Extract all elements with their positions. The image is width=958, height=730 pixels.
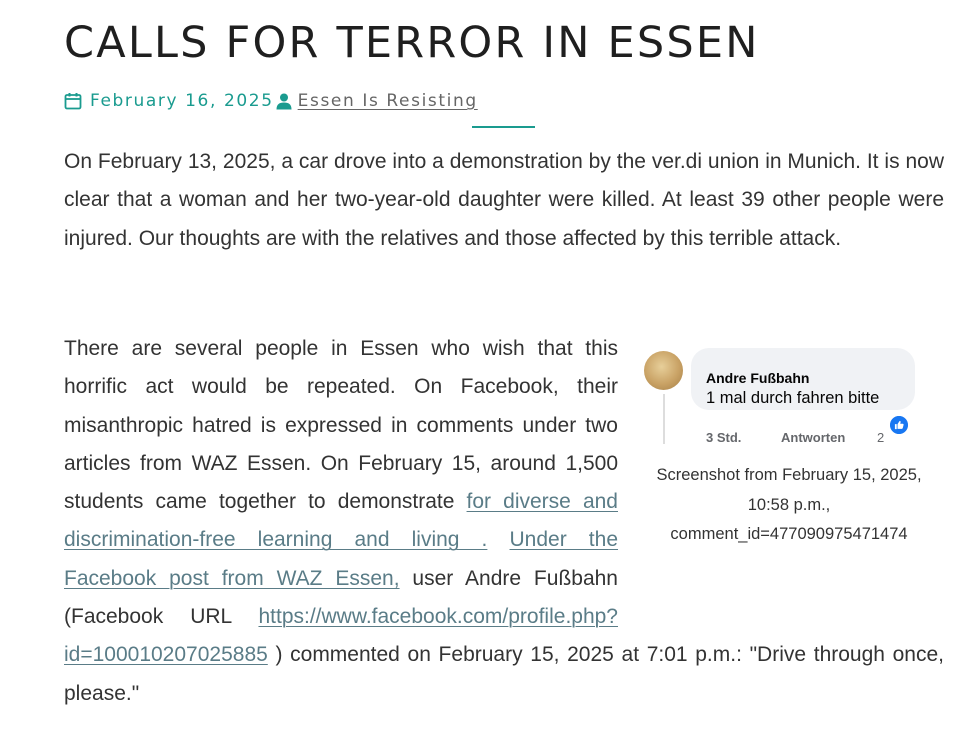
post-date: February 16, 2025 [90,91,274,111]
facebook-profile-link[interactable]: https://www.facebook.com/profile.php?id=100010207025885 [64,605,618,667]
paragraph-2-text-start: There are several people in Essen who wish that this horrific act would be repeated. On Facebook, their misanthropic hatred is expressed in comments under two articles from WAZ Essen. On February 15, around 1,500 students came together to demonstrate [64,337,618,514]
thumbs-up-icon [888,414,910,436]
screenshot-figure [634,330,944,635]
paragraph-2 [64,330,944,713]
paragraph-2-text-mid: user Andre Fußbahn (Facebook URL [64,566,618,629]
article-meta [64,90,944,112]
comment-text: 1 mal durch fahren bitte [706,389,880,407]
author-link[interactable]: Essen Is Resisting [297,91,478,111]
demonstration-link[interactable]: for diverse and discrimination-free learning and living . [64,490,618,552]
article-title: CALLS FOR TERROR IN ESSEN [64,18,760,68]
commenter-name: Andre Fußbahn [706,370,810,386]
user-icon [276,93,292,110]
facebook-comment-screenshot [634,330,944,455]
like-count: 2 [877,430,885,445]
waz-facebook-post-link[interactable]: Under the Facebook post from WAZ Essen, [64,528,619,590]
paragraph-2-space [487,528,509,551]
paragraph-1: On February 13, 2025, a car drove into a demonstration by the ver.di union in Munich. It is now clear that a woman and her two-year-old daughter were killed. At least 39 other people were injured. Our thoughts are with the relatives and those affected by this terrible attack. [64,150,944,250]
screenshot-caption: Screenshot from February 15, 2025, 10:58 p.m., comment_id=477090975471474 [656,466,922,543]
article [64,0,944,705]
thread-line [663,394,665,444]
commenter-avatar [644,351,683,390]
title-divider [472,126,535,128]
paragraph-2-text-end: ) commented on February 15, 2025 at 7:01 p.m.: "Drive through once, please." [64,643,944,705]
reply-label: Antworten [781,430,846,445]
comment-bubble [691,348,915,410]
calendar-icon [64,92,82,110]
comment-time: 3 Std. [706,430,742,445]
